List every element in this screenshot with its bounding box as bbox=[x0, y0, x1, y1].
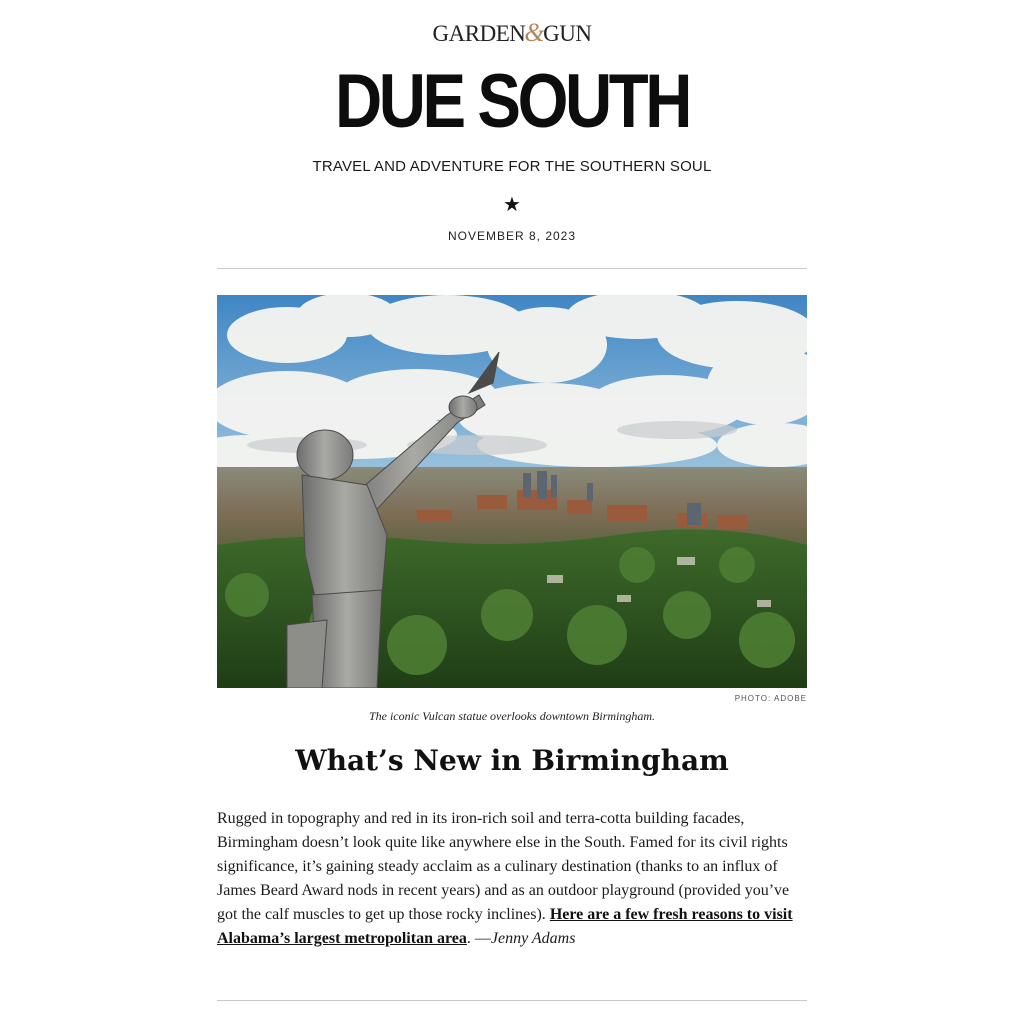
article-link[interactable]: Here are a few fresh reasons to visit Alabama’s largest metropolitan area bbox=[217, 906, 793, 947]
header-divider bbox=[217, 268, 807, 269]
article-byline-separator: . — bbox=[466, 930, 491, 947]
newsletter-tagline: TRAVEL AND ADVENTURE FOR THE SOUTHERN SOUL bbox=[312, 158, 712, 175]
brand-name-left: GARDEN bbox=[432, 21, 526, 46]
star-icon: ★ bbox=[503, 192, 521, 216]
article-headline[interactable]: What’s New in Birmingham bbox=[295, 744, 729, 777]
brand-ampersand: & bbox=[524, 18, 545, 47]
issue-date: NOVEMBER 8, 2023 bbox=[447, 229, 577, 243]
article-body-text: Rugged in topography and red in its iron-rich soil and terra-cotta building facades, Birmingham doesn’t look quite like anywhere else in the South. Famed for its civil rights significance, it’s gaining steady acclaim as a culinary destination (thanks to an influx of James Beard Award nods in recent years) and as an outdoor playground (provided you’ve got the calf muscles to get up those rocky inclines). bbox=[217, 810, 790, 923]
footer-divider bbox=[217, 1000, 807, 1001]
brand-name-right: GUN bbox=[543, 21, 592, 46]
hero-image[interactable] bbox=[217, 295, 807, 688]
article-author: Jenny Adams bbox=[490, 930, 576, 947]
garden-and-gun-logo[interactable] bbox=[217, 19, 807, 48]
newsletter-title: DUE SOUTH bbox=[335, 59, 689, 144]
photo-credit: PHOTO: ADOBE bbox=[734, 694, 807, 703]
photo-caption: The iconic Vulcan statue overlooks downtown Birmingham. bbox=[368, 709, 656, 723]
vulcan-statue-photo bbox=[217, 295, 807, 688]
article-body bbox=[217, 807, 807, 951]
